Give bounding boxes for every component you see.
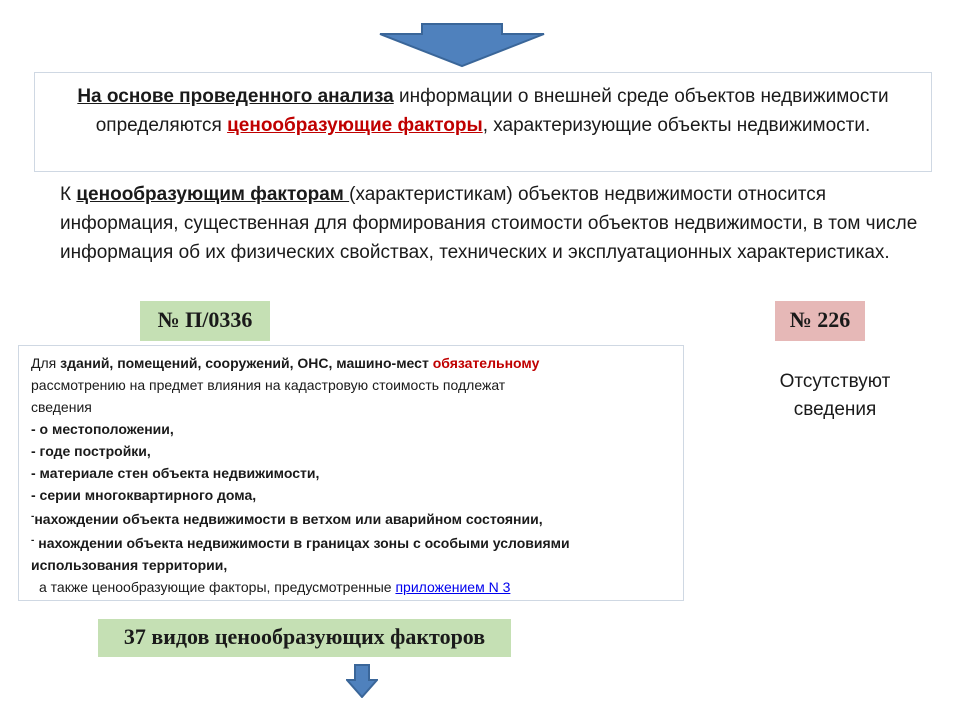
factor-item: - материале стен объекта недвижимости, — [31, 465, 320, 481]
down-arrow-icon — [378, 22, 546, 68]
definition-text: (характеристикам) объектов недвижимости относится информация, существенная для формирования стоимости объектов недвижимости, в том числе информация об их физических свойствах, технических и эксплуатационных характеристиках. — [60, 184, 918, 263]
factor-item: - о местоположении, — [31, 421, 174, 437]
dash-marker: - — [31, 535, 35, 546]
absent-info-note: Отсутствуют сведения — [779, 371, 891, 420]
analysis-text-2: , характеризующие объекты недвижимости. — [482, 115, 871, 136]
details-line-1 — [31, 352, 671, 374]
price-factors-highlight: ценообразующие факторы — [227, 115, 483, 136]
factor-count-badge: 37 видов ценообразующих факторов — [98, 619, 511, 657]
analysis-lead: На основе проведенного анализа — [77, 86, 394, 107]
price-factors-definition — [60, 180, 940, 267]
factor-item-text: нахождении объекта недвижимости в границах зоны с особыми условиями — [34, 535, 570, 551]
details-footer — [31, 576, 671, 598]
details-line-2: рассмотрению на предмет влияния на кадастровую стоимость подлежат — [31, 377, 506, 393]
factor-item: - годе постройки, — [31, 443, 151, 459]
order-226-badge: № 226 — [775, 301, 865, 341]
details-text: Для — [31, 355, 61, 371]
definition-prefix: К — [60, 184, 77, 205]
analysis-summary-box — [34, 72, 932, 172]
definition-term: ценообразующим факторам — [76, 184, 350, 205]
factor-item — [31, 530, 671, 554]
down-arrow-icon — [346, 664, 378, 698]
factor-item: - серии многоквартирного дома, — [31, 487, 257, 503]
order-p0336-badge: № П/0336 — [140, 301, 270, 341]
details-line-3: сведения — [31, 399, 92, 415]
mandatory-highlight: обязательному — [432, 355, 540, 371]
dash-marker: - — [31, 511, 35, 522]
analysis-text-1: информации о внешней среде объектов недвижимости определяются — [95, 86, 889, 136]
factor-item-continued: использования территории, — [31, 557, 228, 573]
object-types: зданий, помещений, сооружений, ОНС, машино-мест — [60, 355, 429, 371]
appendix-3-link[interactable]: приложением N 3 — [395, 579, 511, 595]
factor-item — [31, 506, 671, 530]
footer-text: а также ценообразующие факторы, предусмотренные — [39, 579, 396, 595]
factor-item-text: нахождении объекта недвижимости в ветхом или аварийном состоянии, — [34, 511, 543, 527]
mandatory-factors-box — [18, 345, 684, 601]
